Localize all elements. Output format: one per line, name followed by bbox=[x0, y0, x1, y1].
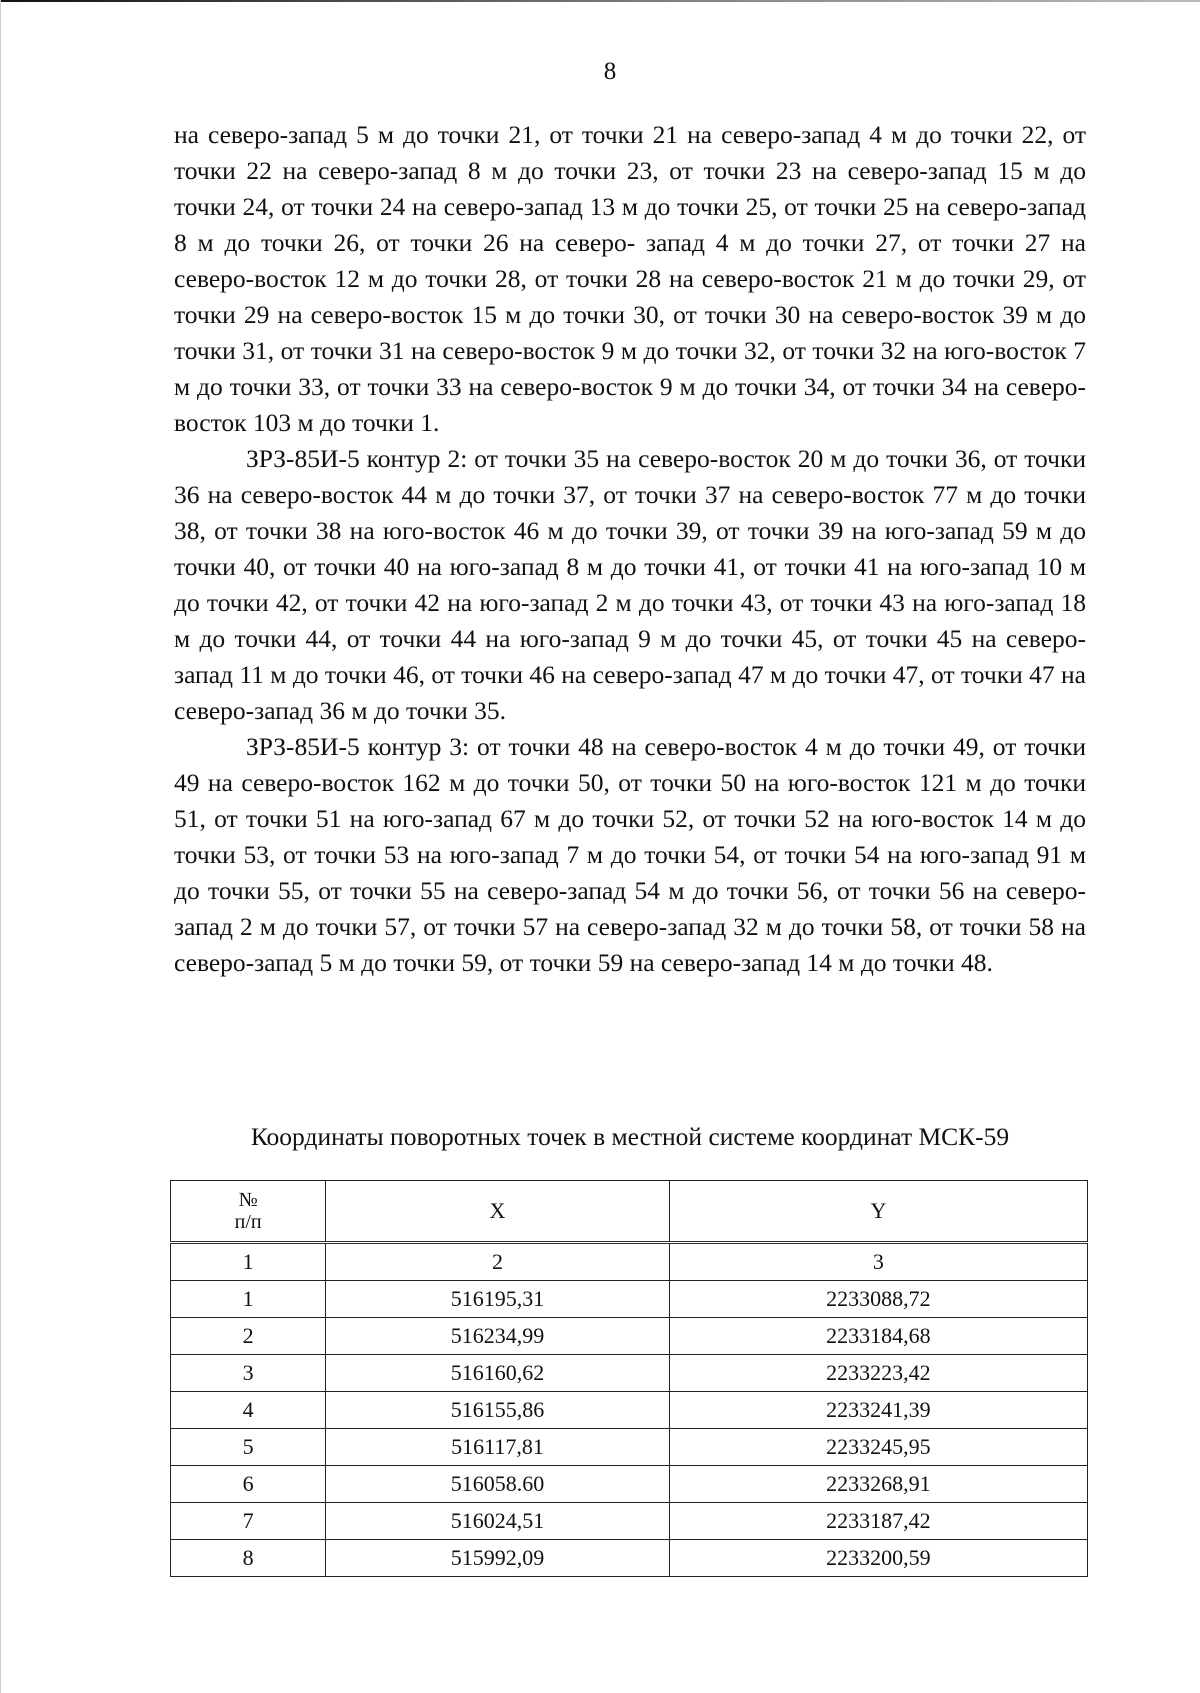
cell-num: 1 bbox=[171, 1281, 326, 1318]
column-number-3: 3 bbox=[669, 1243, 1087, 1281]
table-row bbox=[171, 1540, 1088, 1577]
paragraph-contour-2: ЗРЗ-85И-5 контур 2: от точки 35 на северо-восток 20 м до точки 36, от точки 36 на северо-восток 44 м до точки 37, от точки 37 на северо-восток 77 м до точки 38, от точки 38 на юго-восток 46 м до точки 39, от точки 39 на юго-запад 59 м до точки 40, от точки 40 на юго-запад 8 м до точки 41, от точки 41 на юго-запад 10 м до точки 42, от точки 42 на юго-запад 2 м до точки 43, от точки 43 на юго-запад 18 м до точки 44, от точки 44 на юго-запад 9 м до точки 45, от точки 45 на северо- запад 11 м до точки 46, от точки 46 на северо-запад 47 м до точки 47, от точки 47 на северо-запад 36 м до точки 35. bbox=[174, 444, 1086, 725]
cell-num: 3 bbox=[171, 1355, 326, 1392]
cell-num: 7 bbox=[171, 1503, 326, 1540]
cell-x: 516058.60 bbox=[326, 1466, 670, 1503]
cell-x: 516155,86 bbox=[326, 1392, 670, 1429]
table-row bbox=[171, 1392, 1088, 1429]
table-row bbox=[171, 1466, 1088, 1503]
cell-y: 2233088,72 bbox=[669, 1281, 1087, 1318]
cell-x: 516195,31 bbox=[326, 1281, 670, 1318]
table-header-row bbox=[171, 1181, 1088, 1243]
cell-x: 516234,99 bbox=[326, 1318, 670, 1355]
cell-x: 516160,62 bbox=[326, 1355, 670, 1392]
cell-x: 515992,09 bbox=[326, 1540, 670, 1577]
table-row bbox=[171, 1503, 1088, 1540]
cell-y: 2233245,95 bbox=[669, 1429, 1087, 1466]
cell-num: 4 bbox=[171, 1392, 326, 1429]
cell-y: 2233200,59 bbox=[669, 1540, 1087, 1577]
cell-y: 2233187,42 bbox=[669, 1503, 1087, 1540]
cell-y: 2233241,39 bbox=[669, 1392, 1087, 1429]
header-number bbox=[171, 1181, 326, 1243]
cell-y: 2233184,68 bbox=[669, 1318, 1087, 1355]
scan-edge-left bbox=[0, 0, 1, 1693]
header-y: Y bbox=[669, 1181, 1087, 1243]
table-caption: Координаты поворотных точек в местной системе координат МСК-59 bbox=[250, 1122, 1010, 1151]
cell-y: 2233268,91 bbox=[669, 1466, 1087, 1503]
scan-edge-top bbox=[0, 0, 1200, 2]
cell-num: 6 bbox=[171, 1466, 326, 1503]
cell-num: 8 bbox=[171, 1540, 326, 1577]
header-number-symbol: № bbox=[238, 1189, 258, 1211]
cell-y: 2233223,42 bbox=[669, 1355, 1087, 1392]
cell-x: 516024,51 bbox=[326, 1503, 670, 1540]
table-row bbox=[171, 1281, 1088, 1318]
body-text bbox=[174, 117, 1086, 981]
paragraph-contour-1-continuation: на северо-запад 5 м до точки 21, от точки 21 на северо-запад 4 м до точки 22, от точки 22 на северо-запад 8 м до точки 23, от точки 23 на северо-запад 15 м до точки 24, от точки 24 на северо-запад 13 м до точки 25, от точки 25 на северо-запад 8 м до точки 26, от точки 26 на северо- запад 4 м до точки 27, от точки 27 на северо-восток 12 м до точки 28, от точки 28 на северо-восток 21 м до точки 29, от точки 29 на северо-восток 15 м до точки 30, от точки 30 на северо-восток 39 м до точки 31, от точки 31 на северо-восток 9 м до точки 32, от точки 32 на юго-восток 7 м до точки 33, от точки 33 на северо-восток 9 м до точки 34, от точки 34 на северо-восток 103 м до точки 1. bbox=[174, 120, 1086, 437]
column-number-row bbox=[171, 1243, 1088, 1281]
paragraph-contour-3: ЗРЗ-85И-5 контур 3: от точки 48 на северо-восток 4 м до точки 49, от точки 49 на северо-восток 162 м до точки 50, от точки 50 на юго-восток 121 м до точки 51, от точки 51 на юго-запад 67 м до точки 52, от точки 52 на юго-восток 14 м до точки 53, от точки 53 на юго-запад 7 м до точки 54, от точки 54 на юго-запад 91 м до точки 55, от точки 55 на северо-запад 54 м до точки 56, от точки 56 на северо- запад 2 м до точки 57, от точки 57 на северо-запад 32 м до точки 58, от точки 58 на северо-запад 5 м до точки 59, от точки 59 на северо-запад 14 м до точки 48. bbox=[174, 732, 1086, 977]
table-row bbox=[171, 1429, 1088, 1466]
column-number-2: 2 bbox=[326, 1243, 670, 1281]
header-x: X bbox=[326, 1181, 670, 1243]
cell-num: 5 bbox=[171, 1429, 326, 1466]
cell-num: 2 bbox=[171, 1318, 326, 1355]
coordinates-table bbox=[170, 1180, 1088, 1577]
page-number: 8 bbox=[603, 58, 617, 85]
header-number-pp: п/п bbox=[234, 1211, 262, 1233]
table-row bbox=[171, 1355, 1088, 1392]
cell-x: 516117,81 bbox=[326, 1429, 670, 1466]
table-row bbox=[171, 1318, 1088, 1355]
column-number-1: 1 bbox=[171, 1243, 326, 1281]
